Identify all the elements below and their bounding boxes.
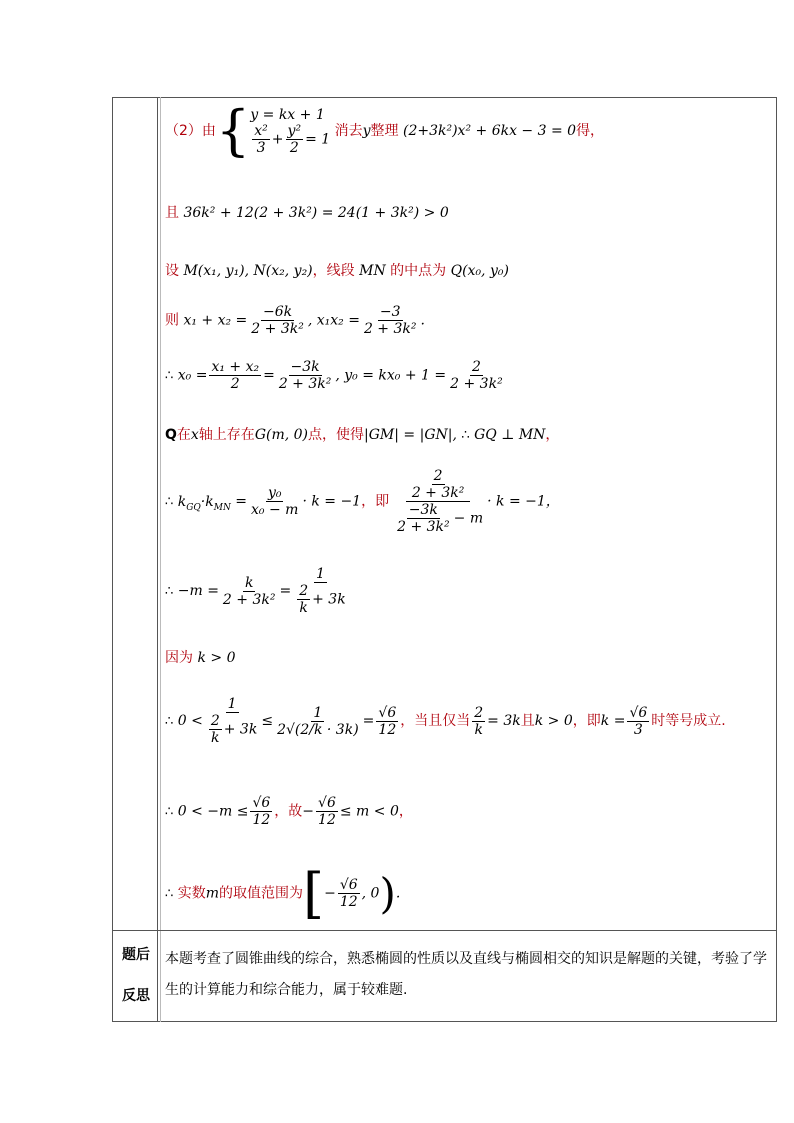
range1-lhs: 0 < −m ≤ — [177, 803, 249, 820]
exist-q: Q — [165, 427, 177, 443]
step-label: （2）由 — [165, 123, 216, 139]
range2-end: ， — [398, 803, 413, 820]
ineq-le: ≤ — [261, 713, 274, 729]
slope-eq: = — [235, 493, 248, 510]
sum-lhs: x₁ + x₂ = — [183, 312, 248, 329]
therefore-symbol-5: ∴ — [165, 714, 174, 729]
eliminate-var: y — [362, 123, 371, 139]
y0-fraction: $\frac{2}{\text{2 + 3k²}}$ — [450, 359, 503, 392]
reflection-text: 本题考查了圆锥曲线的综合，熟悉椭圆的性质以及直线与椭圆相交的知识是解题的关键，考验了学生的计算能力和综合能力，属于较难题. — [165, 951, 767, 998]
get-text: 得， — [576, 123, 605, 139]
right-paren: ) — [379, 869, 396, 918]
ineq-fraction-2: $\frac{1}{2√(2/k \cdot 3k)}$ — [277, 704, 359, 738]
ineq-text1: ，当且仅当 — [400, 713, 471, 729]
exist-perp: GQ ⊥ MN — [474, 427, 546, 443]
column-divider-inner — [160, 97, 161, 1022]
final-text2: 的取值范围为 — [219, 885, 304, 902]
negm-lhs: −m = — [177, 583, 219, 599]
ineq-cond-fraction: $\frac{2}{k}$ — [474, 704, 484, 738]
left-brace: { — [215, 99, 251, 162]
ineq-text4: 时等号成立. — [651, 713, 726, 729]
then-text: 则 — [165, 312, 179, 329]
ineq-eq: = — [362, 713, 375, 729]
solution-line-existence — [165, 424, 559, 444]
ineq-k-fraction: $\frac{√6}{3}$ — [629, 704, 648, 738]
exist-point: G(m, 0) — [254, 427, 309, 443]
x0-eq: = — [263, 367, 275, 384]
ineq-text2: 且 — [520, 713, 535, 729]
exist-text1: 在 — [176, 427, 191, 443]
compound-fraction: $\frac{2}{\text{2 + 3k²}}$ $\frac{-3k}{\text{2 + 3k²}}$ − m — [397, 468, 484, 535]
therefore-symbol-7: ∴ — [165, 886, 174, 902]
ineq-cond-rhs: = 3k — [487, 713, 521, 729]
discriminant: 36k² + 12(2 + 3k²) = 24(1 + 3k²) > 0 — [183, 205, 449, 221]
column-divider — [157, 97, 158, 1022]
midpoint-text2: 的中点为 — [390, 263, 447, 279]
final-zero: , 0 — [361, 885, 380, 902]
solution-line-inequality — [165, 696, 726, 746]
range2-rhs: ≤ m < 0 — [339, 803, 399, 820]
range2-minus: − — [302, 803, 315, 820]
solution-line-negm — [165, 566, 350, 616]
slope-product: $k_{GQ}\cdot k_{MN}$ — [177, 493, 231, 513]
solution-line-midpoint — [165, 359, 507, 392]
exist-text2: 轴上存在 — [198, 427, 255, 443]
reflection-label-2: 反思 — [122, 988, 150, 1004]
therefore-symbol-3: ∴ — [165, 494, 174, 510]
negm-fraction-2: 1 $\frac{2}{k}$ + 3k — [299, 566, 346, 616]
midpoint: Q(x₀, y₀) — [450, 263, 509, 279]
final-text1: 实数 — [177, 885, 206, 902]
ineq-k: k = — [600, 713, 626, 729]
exist-cond: |GM| = |GN|, — [364, 427, 457, 443]
segment: MN — [359, 263, 386, 279]
set-prefix: 设 — [165, 263, 179, 279]
left-bracket: [ — [303, 862, 325, 925]
final-minus: − — [324, 885, 336, 902]
eliminate-text: 消去 — [334, 123, 363, 139]
because-text: 因为 — [165, 650, 193, 666]
ineq-fraction-1: 1 $\frac{2}{k}$ + 3k — [210, 696, 258, 746]
range2-fraction: $\frac{√6}{12}$ — [318, 795, 336, 828]
range1-fraction: $\frac{√6}{12}$ — [252, 795, 271, 828]
exist-text3: 点，使得 — [308, 427, 365, 443]
row-divider — [112, 930, 777, 931]
disc-prefix: 且 — [165, 205, 179, 221]
system-line-2: $\frac{\text{x²}}{3}$ + $\frac{\text{y²}}{2}$ = 1 — [254, 122, 331, 156]
negm-eq: = — [279, 583, 292, 599]
ineq-fraction-3: $\frac{√6}{12}$ — [378, 704, 397, 738]
exist-end: ， — [545, 427, 560, 443]
solution-line-system — [165, 99, 605, 162]
range1-text: ，故 — [274, 803, 303, 820]
slope-fraction: $\frac{\text{y₀}}{\text{x₀ − m}}$ — [251, 485, 299, 518]
solution-line-vieta: 则 x₁ + x₂ = $\frac{-6k}{\text{2 + 3k²}}$ , x₁x₂ = $\frac{-3}{\text{2 + 3k²}}$ . — [165, 304, 425, 337]
cf-rhs: · k = −1， — [487, 493, 560, 510]
therefore-symbol-6: ∴ — [165, 804, 174, 820]
equation-system — [250, 107, 330, 156]
ineq-text3: ，即 — [572, 713, 601, 729]
therefore-symbol-4: ∴ — [165, 584, 174, 599]
reflection-label-1: 题后 — [122, 947, 150, 963]
x0-fraction-1: $\frac{\text{x₁ + x₂}}{2}$ — [211, 359, 260, 392]
negm-fraction-1: $\frac{k}{\text{2 + 3k²}}$ — [222, 574, 276, 608]
exist-axis: x — [190, 427, 199, 443]
sum-fraction: $\frac{-6k}{\text{2 + 3k²}}$ — [251, 304, 304, 337]
solution-line-range — [165, 795, 413, 828]
final-fraction: $\frac{√6}{12}$ — [339, 877, 358, 910]
because-cond: k > 0 — [197, 650, 236, 666]
slope-ie: ，即 — [361, 493, 390, 510]
solution-line-slopes — [165, 468, 560, 535]
solution-line-points — [165, 260, 509, 280]
solution-line-because — [165, 647, 235, 667]
slope-rhs: · k = −1 — [302, 493, 362, 510]
y0-lhs: , y₀ = kx₀ + 1 = — [335, 367, 447, 384]
midpoint-text: ，线段 — [312, 263, 355, 279]
quadratic-equation: (2+3k²)x² + 6kx − 3 = 0 — [402, 123, 577, 139]
final-end: . — [395, 885, 401, 902]
prod-lhs: , x₁x₂ = — [307, 312, 360, 329]
points: M(x₁, y₁), N(x₂, y₂) — [183, 263, 313, 279]
system-line-1: y = kx + 1 — [250, 106, 325, 123]
final-var: m — [205, 885, 220, 902]
arrange-text: 整理 — [370, 123, 399, 139]
prod-fraction: $\frac{-3}{\text{2 + 3k²}}$ — [363, 304, 417, 337]
therefore-symbol-2: ∴ — [461, 428, 470, 443]
therefore-symbol: ∴ — [165, 368, 174, 384]
ineq-cond2: k > 0 — [534, 713, 573, 729]
ineq-lhs: 0 < — [177, 713, 203, 729]
x0-fraction-2: $\frac{-3k}{\text{2 + 3k²}}$ — [278, 359, 332, 392]
x0-lhs: x₀ = — [177, 367, 208, 384]
solution-line-final — [165, 862, 400, 925]
solution-line-discriminant — [165, 202, 449, 222]
